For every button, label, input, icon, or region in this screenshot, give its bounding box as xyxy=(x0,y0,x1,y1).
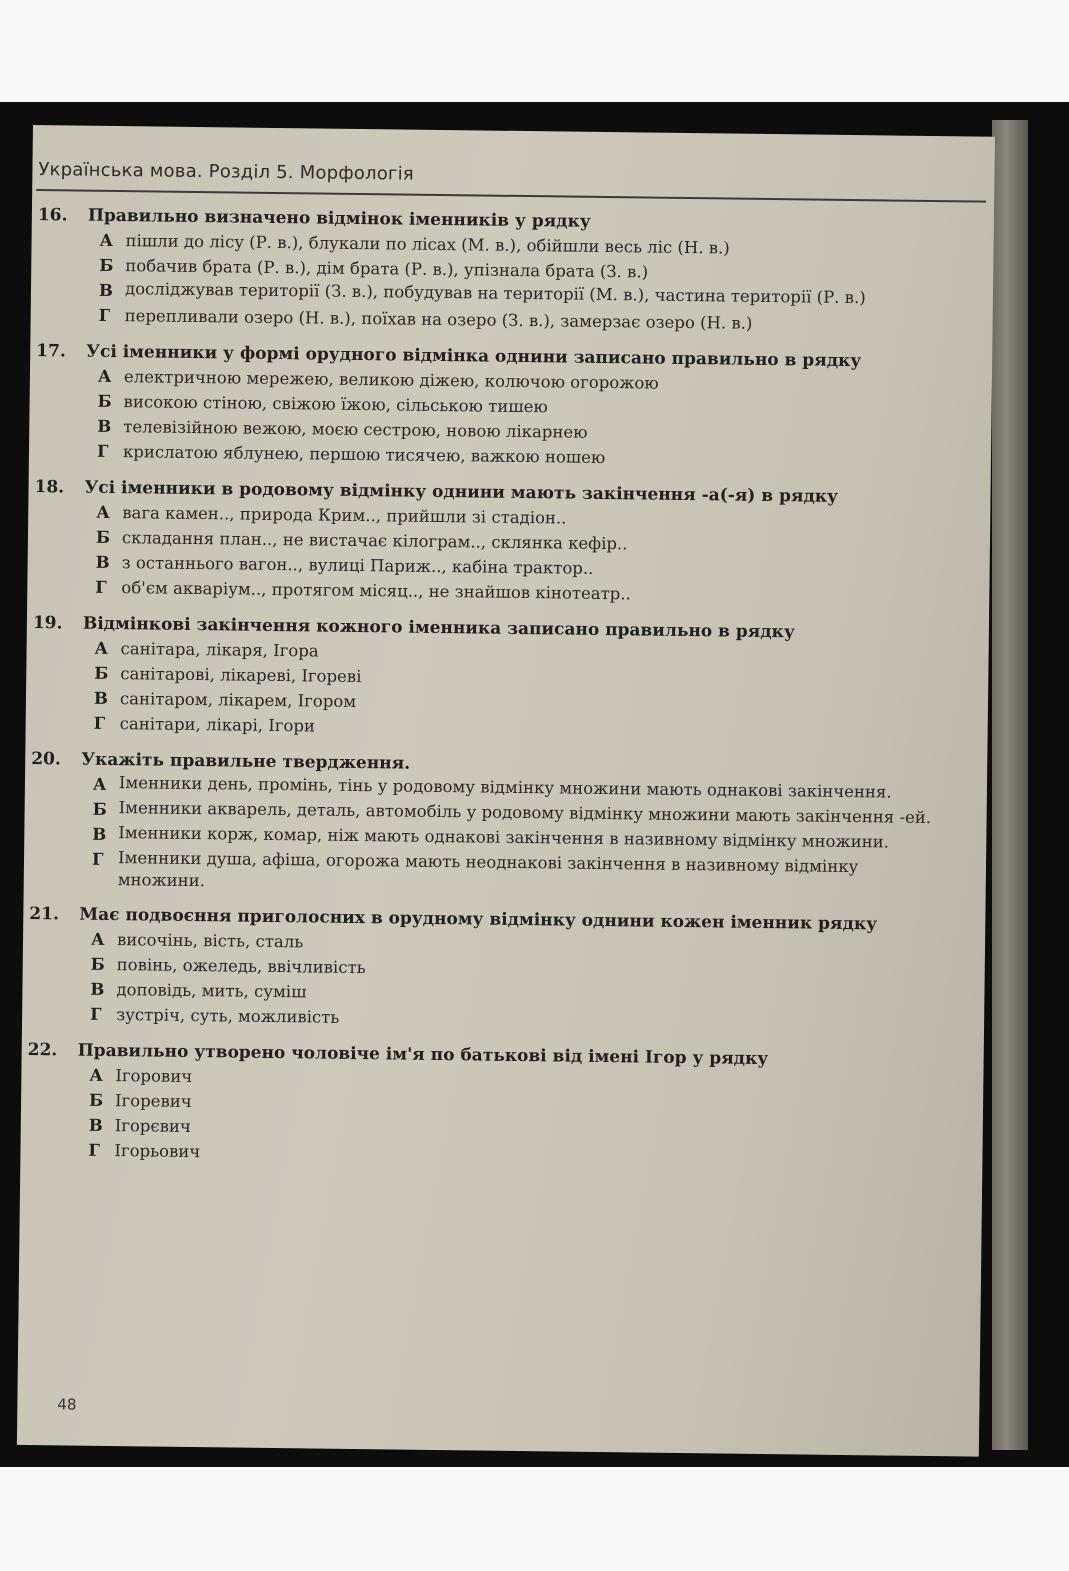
option-letter: Г xyxy=(93,713,106,733)
option-text: Ігорєвич xyxy=(114,1116,192,1137)
option-text: телевізійною вежою, моєю сестрою, новою лікарнею xyxy=(123,417,588,442)
option-text: складання план.., не вистачає кілограм.., склянка кефір.. xyxy=(121,528,628,554)
option-letter: В xyxy=(88,1115,103,1135)
option-letter: Г xyxy=(95,577,107,597)
option-text: досліджував території (З. в.), побудував на території (М. в.), частина території (Р. в.) xyxy=(124,279,866,308)
option-text: санітаром, лікарем, Ігором xyxy=(119,689,357,711)
option-letter: А xyxy=(97,366,112,386)
option-letter: А xyxy=(92,774,107,794)
option-letter: В xyxy=(90,979,105,999)
question-17 xyxy=(35,339,981,475)
question-22 xyxy=(26,1038,972,1174)
question-number: 17. xyxy=(36,341,66,362)
header-rule xyxy=(36,189,986,203)
option-text: Іменники акварель, деталь, автомобіль у родовому відмінку множини мають закінчення -ей. xyxy=(118,798,932,828)
option-letter: Б xyxy=(92,799,107,819)
question-text: Правильно визначено відмінок іменників у рядку xyxy=(87,205,591,232)
question-text: Відмінкові закінчення кожного іменника записано правильно в рядку xyxy=(82,613,795,643)
question-19 xyxy=(32,611,978,747)
option-letter: Б xyxy=(97,391,112,411)
option-text: Іменники корж, комар, ніж мають однакові закінчення в називному відмінку множини. xyxy=(118,823,890,852)
option-letter: Г xyxy=(88,1140,101,1160)
question-text: Правильно утворено чоловіче ім'я по батькові від імені Ігор у рядку xyxy=(77,1040,769,1070)
option-text: електричною мережею, великою діжею, колючою огорожою xyxy=(123,367,659,393)
question-text: Укажіть правильне твердження. xyxy=(81,749,411,774)
option-text: зустріч, суть, можливість xyxy=(116,1005,340,1027)
question-number: 21. xyxy=(29,904,60,925)
option-letter: Б xyxy=(88,1090,104,1110)
option-text: побачив брата (Р. в.), дім брата (Р. в.), упізнала брата (З. в.) xyxy=(125,256,649,282)
option-letter: Б xyxy=(94,663,109,683)
option-letter: В xyxy=(97,416,112,436)
option-letter: А xyxy=(89,1065,103,1085)
question-text: Має подвоєння приголосних в орудному відмінку однини кожен іменник рядку xyxy=(79,904,878,935)
option-text: з останнього вагон.., вулиці Париж.., кабіна трактор.. xyxy=(121,553,594,578)
option-text: крислатою яблунею, першою тисячею, важкою ношею xyxy=(122,442,606,468)
question-number: 19. xyxy=(32,613,63,634)
question-number: 22. xyxy=(27,1040,58,1061)
adjacent-page-edge xyxy=(992,120,1028,1450)
question-text: Усі іменники в родовому відмінку однини мають закінчення -а(-я) в рядку xyxy=(84,477,839,507)
option-text: Ігоревич xyxy=(114,1091,192,1112)
questions-list xyxy=(26,203,983,1185)
question-20 xyxy=(30,747,977,902)
option-letter: В xyxy=(92,824,107,844)
option-letter: Г xyxy=(91,849,104,869)
option-text: високою стіною, свіжою їжою, сільською тишею xyxy=(123,392,548,417)
option-text: Ігорович xyxy=(115,1066,193,1087)
question-16 xyxy=(37,203,983,339)
option-letter: А xyxy=(94,638,109,658)
option-letter: Г xyxy=(90,1004,102,1024)
option-text: Ігорьович xyxy=(114,1141,201,1162)
option-letter: Б xyxy=(95,527,111,547)
question-text: Усі іменники у формі орудного відмінка однини записано правильно в рядку xyxy=(86,341,862,372)
option-text: санітари, лікарі, Ігори xyxy=(119,714,316,736)
question-number: 18. xyxy=(34,477,65,498)
option-letter: А xyxy=(96,502,110,522)
option-letter: А xyxy=(90,929,105,949)
question-18 xyxy=(33,475,979,611)
option-text: об'єм акваріум.., протягом місяц.., не знайшов кінотеатр.. xyxy=(121,578,631,604)
option-text: доповідь, мить, суміш xyxy=(116,980,307,1002)
option-text: повінь, ожеледь, ввічливість xyxy=(116,955,366,978)
option-letter: Б xyxy=(99,255,114,275)
option-text: санітарові, лікареві, Ігореві xyxy=(120,664,362,687)
question-21 xyxy=(28,902,974,1038)
option-letter: В xyxy=(95,552,110,572)
option-text: перепливали озеро (Н. в.), поїхав на озеро (З. в.), замерзає озеро (Н. в.) xyxy=(124,306,753,333)
question-number: 20. xyxy=(31,749,61,770)
option-text: вага камен.., природа Крим.., прийшли зі стадіон.. xyxy=(122,503,567,528)
page-number: 48 xyxy=(57,1395,77,1414)
option-text: пішли до лісу (Р. в.), блукали по лісах (М. в.), обійшли весь ліс (Н. в.) xyxy=(125,231,730,258)
question-number: 16. xyxy=(37,205,68,226)
option-letter: В xyxy=(98,280,114,300)
running-head: Українська мова. Розділ 5. Морфологія xyxy=(38,159,415,185)
option-letter: Б xyxy=(90,954,105,974)
option-letter: Г xyxy=(96,441,109,461)
option-text: санітара, лікаря, Ігора xyxy=(120,639,319,661)
option-letter: А xyxy=(99,230,114,250)
option-text: Іменники день, промінь, тінь у родовому відмінку множини мають однакові закінчення. xyxy=(118,773,892,802)
option-text: Іменники душа, афіша, огорожа мають неоднакові закінчення в називному відмінку множини. xyxy=(117,848,859,891)
option-letter: Г xyxy=(98,305,111,325)
option-letter: В xyxy=(93,688,109,708)
option-text: височінь, вість, сталь xyxy=(116,930,304,952)
textbook-page xyxy=(17,125,995,1457)
